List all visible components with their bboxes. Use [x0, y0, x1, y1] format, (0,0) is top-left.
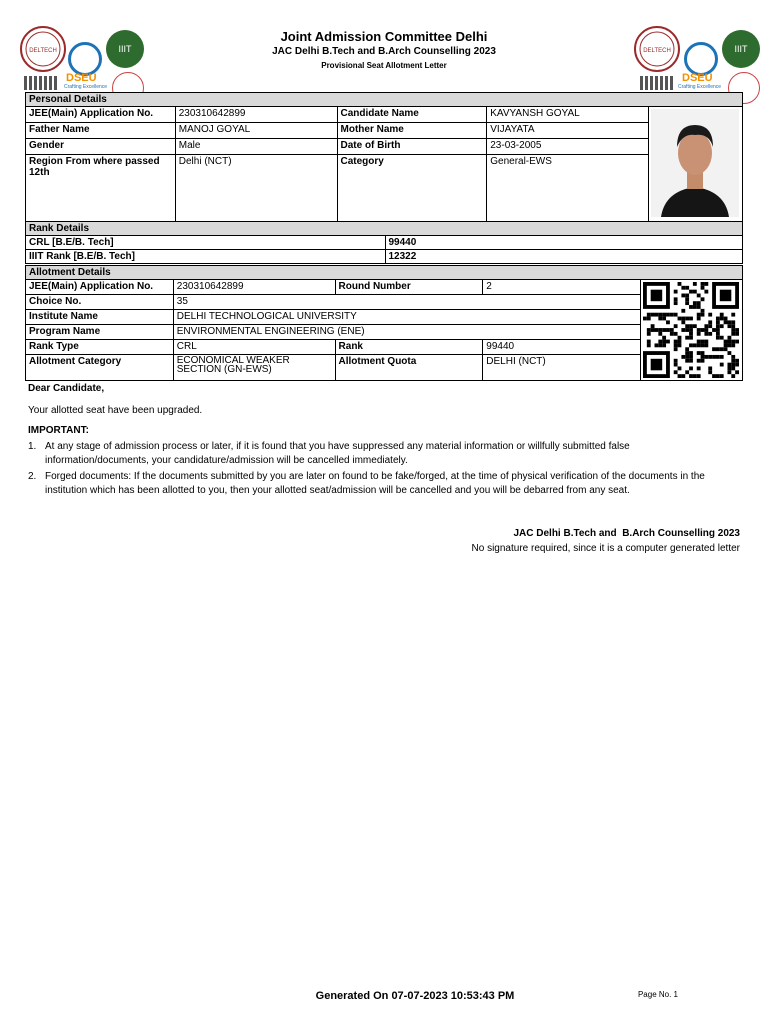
iiit-rank-value: 12322 [385, 250, 743, 264]
greeting: Dear Candidate, [28, 383, 105, 394]
iiit-rank-label: IIIT Rank [B.E/B. Tech] [26, 250, 386, 264]
institute-value: DELHI TECHNOLOGICAL UNIVERSITY [173, 310, 640, 325]
quota-value: DELHI (NCT) [483, 355, 641, 381]
rank-type-label: Rank Type [26, 340, 174, 355]
round-label: Round Number [335, 280, 483, 295]
gender-label: Gender [26, 139, 176, 155]
dseu-tagline: Crafting Excellence [64, 84, 108, 90]
crl-label: CRL [B.E/B. Tech] [26, 236, 386, 250]
rank-details-table [25, 221, 743, 264]
candidate-name-value: KAVYANSH GOYAL [487, 107, 649, 123]
program-label: Program Name [26, 325, 174, 340]
personal-section-header: Personal Details [26, 93, 743, 107]
allotment-details-table [25, 265, 743, 381]
allot-rank-value: 99440 [483, 340, 641, 355]
personal-details-table [25, 92, 743, 223]
rank-section-header: Rank Details [26, 222, 743, 236]
allot-app-no-value: 230310642899 [173, 280, 335, 295]
page-subtitle: JAC Delhi B.Tech and B.Arch Counselling 2023 [272, 46, 496, 57]
allot-rank-label: Rank [335, 340, 483, 355]
crl-value: 99440 [385, 236, 743, 250]
dob-value: 23-03-2005 [487, 139, 649, 155]
allotment-section-header: Allotment Details [26, 266, 743, 280]
allot-category-label: Allotment Category [26, 355, 174, 381]
rank-type-value: CRL [173, 340, 335, 355]
category-label: Category [337, 155, 487, 223]
dseu-tagline-right: Crafting Excellence [678, 84, 722, 90]
point-1-num: 1. [28, 441, 37, 452]
candidate-photo [651, 109, 739, 217]
allot-app-no-label: JEE(Main) Application No. [26, 280, 174, 295]
important-point-2 [28, 470, 736, 498]
letter-title: Provisional Seat Allotment Letter [321, 61, 447, 70]
choice-label: Choice No. [26, 295, 174, 310]
no-signature-note: No signature required, since it is a computer generated letter [471, 543, 740, 554]
qr-code [643, 282, 739, 378]
important-list [28, 440, 736, 498]
category-value: General-EWS [487, 155, 649, 223]
dseu-logo: DSEU [66, 72, 97, 84]
quota-label: Allotment Quota [335, 355, 483, 381]
qr-code-cell [640, 280, 742, 381]
important-point-1 [28, 440, 736, 468]
signatory: JAC Delhi B.Tech and B.Arch Counselling 2023 [513, 528, 740, 539]
choice-value: 35 [173, 295, 640, 310]
page-title: Joint Admission Committee Delhi [280, 29, 488, 44]
generated-timestamp: Generated On 07-07-2023 10:53:43 PM [315, 990, 515, 1002]
dtu-logo-text: DELTECH [29, 48, 57, 54]
app-no-label: JEE(Main) Application No. [26, 107, 176, 123]
point-2-text: Forged documents: If the documents submitted by you are later on found to be fake/forged, at the time of physical verification of the documents in the institution which has been allotted to you, then your allotted seat/admission will be cancelled and you will be debarred from any seat. [45, 471, 705, 496]
iiit-logo-right: IIIT [722, 30, 760, 68]
page-number: Page No. 1 [637, 990, 678, 999]
dseu-logo-right: DSEU [682, 72, 713, 84]
round-value: 2 [483, 280, 641, 295]
point-2-num: 2. [28, 471, 37, 482]
allot-category-value: ECONOMICAL WEAKER SECTION (GN-EWS) [173, 355, 335, 381]
region-value: Delhi (NCT) [175, 155, 337, 223]
father-name-value: MANOJ GOYAL [175, 123, 337, 139]
dtu-logo-right-text: DELTECH [643, 48, 671, 54]
point-1-text: At any stage of admission process or later, if it is found that you have suppressed any material information or willfully submitted false information/documents, your candidature/admission will be cancelled immediately. [45, 441, 630, 466]
father-name-label: Father Name [26, 123, 176, 139]
candidate-photo-cell [648, 107, 742, 223]
candidate-name-label: Candidate Name [337, 107, 487, 123]
iiitd-logo-bars-right [640, 76, 674, 90]
program-value: ENVIRONMENTAL ENGINEERING (ENE) [173, 325, 640, 340]
institute-label: Institute Name [26, 310, 174, 325]
region-label: Region From where passed 12th [26, 155, 176, 223]
iiitd-logo-bars [24, 76, 58, 90]
upgrade-message: Your allotted seat have been upgraded. [28, 405, 203, 416]
gender-value: Male [175, 139, 337, 155]
important-heading: IMPORTANT: [28, 425, 89, 436]
mother-name-value: VIJAYATA [487, 123, 649, 139]
app-no-value: 230310642899 [175, 107, 337, 123]
iiit-logo: IIIT [106, 30, 144, 68]
dob-label: Date of Birth [337, 139, 487, 155]
mother-name-label: Mother Name [337, 123, 487, 139]
